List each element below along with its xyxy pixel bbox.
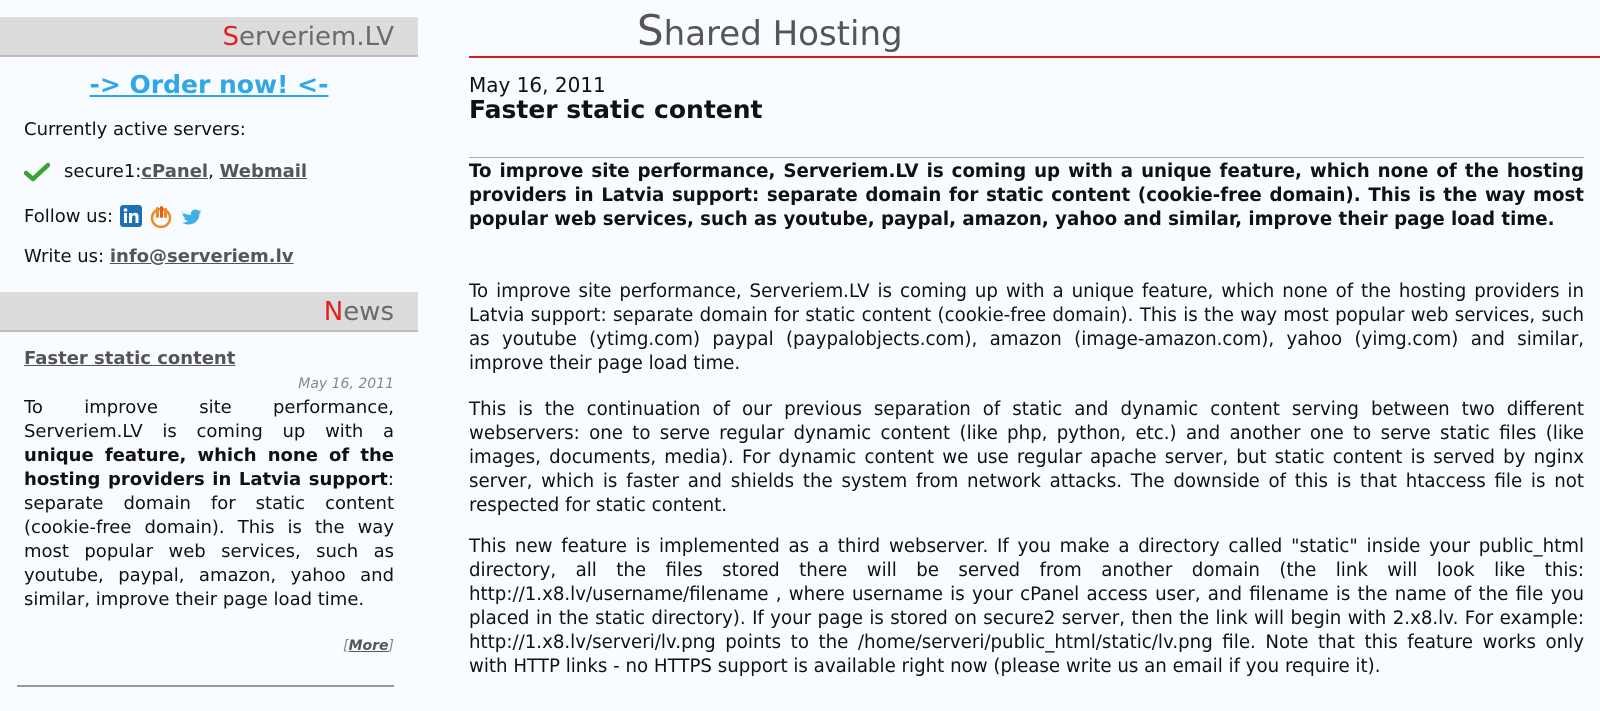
email-link[interactable]: info@serveriem.lv bbox=[109, 246, 294, 267]
check-icon bbox=[24, 162, 50, 182]
news-excerpt-text: To improve site performance, Serveriem.LV is coming up with a bbox=[24, 397, 394, 442]
news-initial: N bbox=[323, 297, 344, 327]
news-excerpt-text-end: : separate domain for static content (cookie-free domain). This is the way most popular web services, such as youtube, paypal, amazon, yahoo and similar, improve their page load time. bbox=[24, 469, 394, 610]
more-link[interactable]: More bbox=[348, 638, 389, 654]
order-now-link[interactable]: -> Order now! <- bbox=[89, 70, 329, 99]
more-bracket-open: [ bbox=[343, 638, 349, 654]
server-status-row bbox=[24, 161, 307, 182]
webmail-link[interactable]: Webmail bbox=[219, 161, 308, 182]
page-title-text: hared Hosting bbox=[663, 14, 903, 54]
post-title: Faster static content bbox=[469, 95, 763, 124]
sidebar bbox=[0, 0, 418, 711]
follow-row bbox=[24, 204, 203, 228]
post-paragraph: This new feature is implemented as a third webserver. If you make a directory called "static" inside your public_html directory, all the files stored there will be served from another domain (the link will look like this: http://1.x8.lv/username/filename , where username is your cPanel access user, and filename is the name of the file you placed in the static directory). If your page is stored on secure2 server, then the link will begin with 2.x8.lv. For example: http://1.x8.lv/serveri/lv.png points to the /home/serveri/public_html/static/lv.png file. Note that this feature works only with HTTP links - no HTTPS support is available right now (please write us an email if you require it). bbox=[469, 536, 1584, 677]
page-title bbox=[637, 6, 903, 55]
news-item-excerpt bbox=[24, 396, 394, 612]
brand-header bbox=[0, 17, 418, 57]
news-more-wrapper bbox=[343, 638, 394, 654]
post-paragraph: This is the continuation of our previous separation of static and dynamic content serving between two different webservers: one to serve regular dynamic content (like php, python, etc.) and another one to serve static files (like images, documents, media). For dynamic content we use regular apache server, but static content is served by nginx server, which is faster and shields the system from network attacks. The downside of this is that htaccess file is not respected for static content. bbox=[469, 399, 1584, 516]
news-item-date: May 16, 2011 bbox=[298, 376, 394, 392]
title-divider bbox=[469, 56, 1600, 58]
news-header bbox=[0, 292, 418, 332]
news-item-title-link[interactable]: Faster static content bbox=[24, 348, 236, 369]
brand-initial: S bbox=[222, 22, 240, 52]
active-servers-label: Currently active servers: bbox=[24, 119, 246, 140]
draugiem-icon[interactable] bbox=[149, 204, 173, 228]
post-date: May 16, 2011 bbox=[469, 73, 606, 97]
link-separator: , bbox=[208, 161, 214, 182]
write-label: Write us: bbox=[24, 246, 110, 267]
write-us-row bbox=[24, 246, 294, 267]
brand-name: erveriem.LV bbox=[239, 22, 394, 52]
post-paragraph: To improve site performance, Serveriem.LV is coming up with a unique feature, which none of the hosting providers in Latvia support: separate domain for static content (cookie-free domain). This is the way most popular web services, such as youtube (ytimg.com) paypal (paypalobjects.com), amazon (image-amazon.com), yahoo (yimg.com) and similar, improve their page load time. bbox=[469, 281, 1584, 374]
news-label: ews bbox=[343, 297, 394, 327]
linkedin-icon[interactable] bbox=[119, 204, 143, 228]
more-bracket-close: ] bbox=[388, 638, 394, 654]
news-excerpt-bold: unique feature, which none of the hosting providers in Latvia support bbox=[24, 445, 394, 490]
page-title-initial: S bbox=[637, 6, 664, 55]
sidebar-divider bbox=[17, 685, 394, 687]
server-name: secure1: bbox=[64, 161, 142, 182]
post-lead: To improve site performance, Serveriem.LV is coming up with a unique feature, which none of the hosting providers in Latvia support: separate domain for static content (cookie-free domain). This is the way most popular web services, such as youtube, paypal, amazon, yahoo and similar, improve their page load time. bbox=[469, 161, 1584, 230]
twitter-icon[interactable] bbox=[179, 204, 203, 228]
cpanel-link[interactable]: cPanel bbox=[141, 161, 209, 182]
post-divider bbox=[469, 157, 1584, 158]
follow-label: Follow us: bbox=[24, 205, 114, 227]
main-content bbox=[469, 0, 1584, 711]
